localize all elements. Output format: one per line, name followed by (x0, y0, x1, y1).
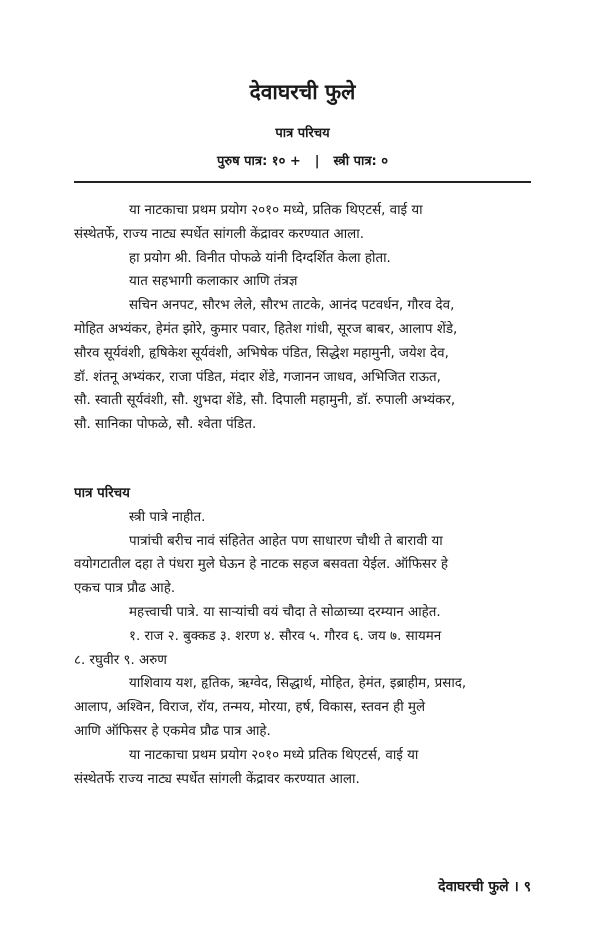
section-line: या नाटकाचा प्रथम प्रयोग २०१० मध्ये प्रतिक थिएटर्स, वाई या (129, 747, 419, 763)
intro-paragraph-line: संस्थेतर्फे, राज्य नाट्य स्पर्धेत सांगली केंद्रावर करण्यात आला. (74, 226, 364, 242)
section-line: एकच पात्र प्रौढ आहे. (74, 581, 176, 597)
section-line: पात्रांची बरीच नावं संहितेत आहेत पण साधारण चौथी ते बारावी या (129, 533, 443, 549)
intro-block (74, 199, 531, 437)
section-line: स्त्री पात्रे नाहीत. (129, 509, 206, 525)
page-footer: देवाघरची फुले । ९ (438, 879, 531, 895)
section-line: संस्थेतर्फे राज्य नाट्य स्पर्धेत सांगली केंद्रावर करण्यात आला. (74, 771, 360, 787)
page-subtitle: पात्र परिचय (275, 126, 330, 141)
page-title: देवाघरची फुले (249, 80, 356, 104)
director-line: हा प्रयोग श्री. विनीत पोफळे यांनी दिग्दर्शित केला होता. (129, 250, 391, 266)
male-cast-count: पुरुष पात्र: १० + (216, 154, 301, 169)
participants-line: डॉ. शंतनू अभ्यंकर, राजा पंडित, मंदार शेंडे, गजानन जाधव, अभिजित राऊत, (74, 369, 441, 385)
cast-separator: | (314, 154, 320, 169)
cast-count-line (0, 151, 605, 169)
participants-line: सचिन अनपट, सौरभ लेले, सौरभ ताटके, आनंद पटवर्धन, गौरव देव, (129, 298, 455, 314)
participants-heading: यात सहभागी कलाकार आणि तंत्रज्ञ (129, 274, 298, 290)
section-line: आणि ऑफिसर हे एकमेव प्रौढ पात्र आहे. (74, 723, 271, 739)
character-list-line: १. राज २. बुक्कड ३. शरण ४. सौरव ५. गौरव ६. जय ७. सायमन (129, 628, 442, 644)
character-list-line: ८. रघुवीर ९. अरुण (74, 652, 167, 668)
participants-line: सौ. सानिका पोफळे, सौ. श्वेता पंडित. (74, 417, 257, 433)
participants-line: सौरव सूर्यवंशी, हृषिकेश सूर्यवंशी, अभिषेक पंडित, सिद्धेश महामुनी, जयेश देव, (74, 345, 449, 361)
section-line: याशिवाय यश, हृतिक, ऋग्वेद, सिद्धार्थ, मोहित, हेमंत, इब्राहीम, प्रसाद, (129, 676, 467, 692)
female-cast-count: स्त्री पात्र: ० (333, 154, 389, 169)
intro-paragraph-line: या नाटकाचा प्रथम प्रयोग २०१० मध्ये, प्रतिक थिएटर्स, वाई या (129, 203, 423, 218)
character-section (74, 482, 531, 791)
participants-line: सौ. स्वाती सूर्यवंशी, सौ. शुभदा शेंडे, सौ. दिपाली महामुनी, डॉ. रुपाली अभ्यंकर, (74, 393, 456, 409)
participants-line: मोहित अभ्यंकर, हेमंत झोरे, कुमार पवार, हितेश गांधी, सूरज बाबर, आलाप शेंडे, (74, 321, 458, 337)
section-line: वयोगटातील दहा ते पंधरा मुले घेऊन हे नाटक सहज बसवता येईल. ऑफिसर हे (74, 557, 448, 573)
section-line: महत्त्वाची पात्रे. या साऱ्यांची वयं चौदा ते सोळाच्या दरम्यान आहेत. (129, 604, 441, 620)
header-divider (74, 181, 531, 183)
section-line: आलाप, अश्विन, विराज, रॉय, तन्मय, मोरया, हर्ष, विकास, स्तवन ही मुले (74, 700, 426, 716)
section-heading: पात्र परिचय (74, 486, 130, 501)
